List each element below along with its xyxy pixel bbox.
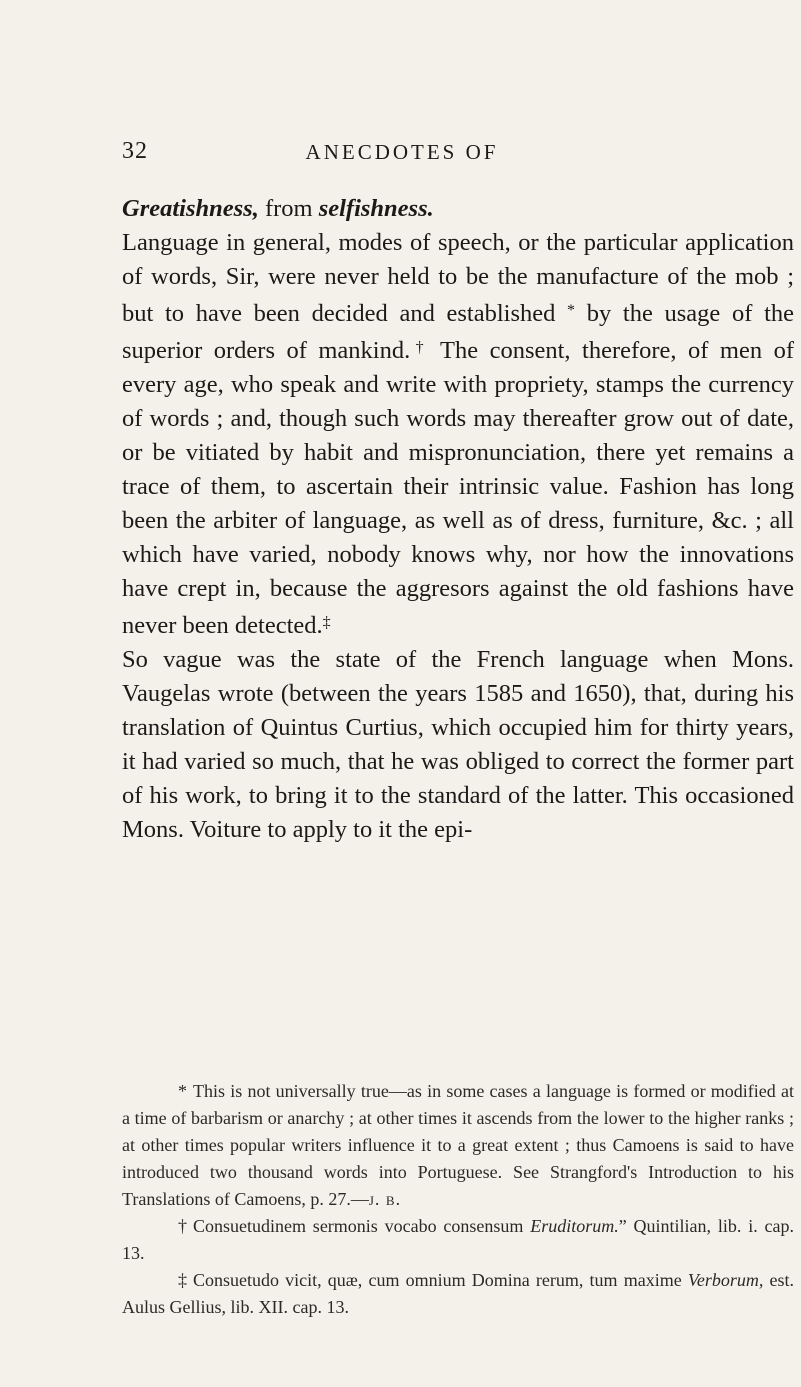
footnote-2-text-a: Consuetudinem sermonis vocabo consensum (193, 1216, 531, 1236)
paragraph-language-part3: The consent, therefore, of men of every age, who speak and write with propriety, stamps the currency of words ; and, though such words may thereafter grow out of date, or be vitiated by habit and mispronunciation, there yet remains a trace of them, to ascertain their intrinsic value. Fashion has long been the arbiter of language, as well as of dress, furniture, &c. ; all which have varied, nobody knows why, nor how the innovations have crept in, because the aggresors against the old fashions have never been detected. (122, 337, 794, 639)
page-header (122, 138, 682, 168)
footnote-3-italic: Verborum, (687, 1270, 764, 1290)
paragraph-language (122, 226, 794, 643)
footnote-1-mark: * (178, 1081, 187, 1101)
paragraph-vaugelas: So vague was the state of the French language when Mons. Vaugelas wrote (between the years 1585 and 1650), that, during his translation of Quintus Curtius, which occupied him for thirty years, it had varied so much, that he was obliged to correct the former part of his work, to bring it to the standard of the latter. This occasioned Mons. Voiture to apply to it the epi- (122, 646, 794, 843)
footnote-2 (122, 1213, 794, 1267)
footnote-ref-asterisk: * (567, 302, 576, 319)
italic-term-selfishness: selfishness. (318, 195, 434, 222)
page-number: 32 (122, 138, 148, 164)
paragraph-language-part2: by the usage of the superior orders of mankind. (122, 300, 795, 364)
footnote-2-text-b: ” Quintilian, lib. i. cap. 13. (122, 1216, 794, 1263)
opening-connector: from (258, 195, 319, 222)
footnote-2-italic: Eruditorum. (530, 1216, 619, 1236)
footnote-1-signature: j. b. (368, 1189, 402, 1209)
running-head: ANECDOTES OF (305, 140, 499, 164)
footnote-ref-dagger: † (410, 339, 429, 356)
footnote-3 (122, 1267, 794, 1321)
footnote-3-mark: ‡ (178, 1270, 187, 1290)
footnotes (122, 1078, 794, 1321)
opening-line (122, 192, 794, 226)
footnote-ref-double-dagger: ‡ (322, 614, 331, 631)
italic-term-greatishness: Greatishness, (122, 195, 259, 222)
paragraph-language-part1: Language in general, modes of speech, or the particular application of words, Sir, were never held to be the manufacture of the mob ; but to have been decided and established (122, 229, 794, 327)
footnote-3-text-b: est. Aulus Gellius, lib. XII. cap. 13. (122, 1270, 794, 1317)
body-text (122, 192, 794, 847)
footnote-2-mark: † (178, 1216, 187, 1236)
footnote-3-text-a: Consuetudo vicit, quæ, cum omnium Domina rerum, tum maxime (193, 1270, 688, 1290)
footnote-1-text: This is not universally true—as in some cases a language is formed or modified at a time of barbarism or anarchy ; at other times it ascends from the lower to the higher ranks ; at other times popular writers influence it to a great extent ; thus Camoens is said to have introduced two thousand words into Portuguese. See Strangford's Introduction to his Translations of Camoens, p. 27.— (122, 1081, 794, 1209)
footnote-1 (122, 1078, 794, 1213)
